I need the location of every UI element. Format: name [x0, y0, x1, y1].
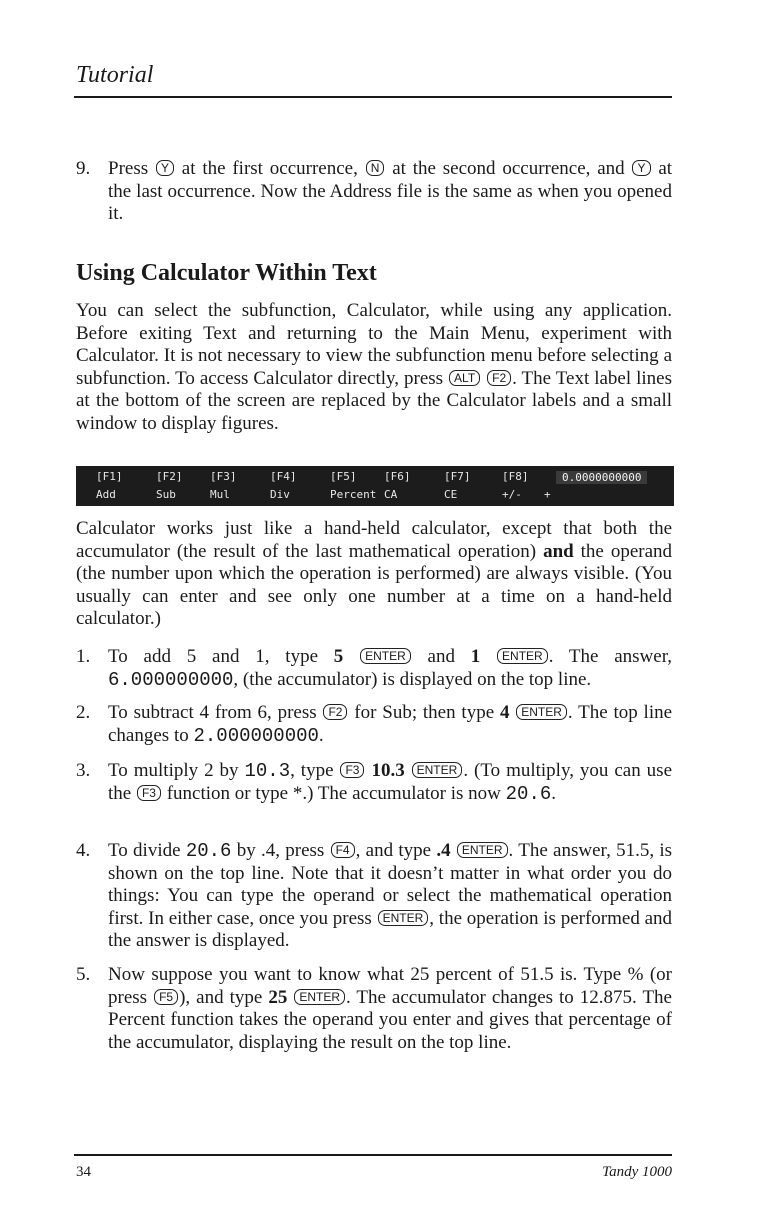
step-body	[108, 840, 672, 953]
key-enter-icon: ENTER	[457, 842, 508, 858]
text-span: , the operation is performed and the answer is displayed.	[108, 907, 673, 951]
function-label: Add	[96, 488, 116, 501]
footer-product: Tandy 1000	[602, 1164, 672, 1180]
list-item-step-5	[76, 964, 672, 1054]
function-label: Sub	[156, 488, 176, 501]
text-span: , (the accumulator) is displayed on the top line.	[233, 668, 592, 690]
fkey-label: [F1]	[96, 470, 123, 483]
section-heading: Using Calculator Within Text	[76, 260, 377, 286]
text-span: and	[427, 646, 455, 667]
text-span: . The accumulator changes to 12.875. The Percent function takes the operand you enter and gives that percentage of the accumulator, displaying the result on the top line.	[108, 986, 672, 1053]
list-item-step-4	[76, 840, 672, 953]
list-item-step-3	[76, 760, 672, 805]
typed-value: 25	[268, 986, 288, 1008]
section-paragraph-1	[76, 300, 672, 435]
page-number: 34	[76, 1164, 91, 1180]
function-label: Div	[270, 488, 290, 501]
list-item-step-1	[76, 646, 672, 691]
text-span: .	[551, 782, 557, 804]
key-f3-icon: F3	[340, 762, 364, 778]
display-value: 20.6	[185, 840, 232, 862]
function-label: Mul	[210, 488, 230, 501]
text-span: Press	[108, 158, 149, 179]
key-y-icon: Y	[156, 160, 174, 176]
text-span: . The Text label lines at the bottom of the screen are replaced by the Calculator labels and a small window to display figures.	[76, 367, 673, 434]
step-number: 4.	[76, 840, 91, 861]
list-item-step-2	[76, 702, 672, 747]
fkey-label: [F7]	[444, 470, 471, 483]
footer-rule	[74, 1154, 672, 1156]
key-enter-icon: ENTER	[516, 704, 567, 720]
key-enter-icon: ENTER	[378, 910, 429, 926]
text-span: Now suppose you want to know what 25 percent of 51.5 is. Type % (or press	[108, 964, 672, 1008]
fkey-label: [F6]	[384, 470, 411, 483]
text-span: To add 5 and 1, type	[108, 646, 319, 667]
key-enter-icon: ENTER	[412, 762, 463, 778]
text-span: , and type	[355, 840, 432, 861]
text-span: .	[318, 724, 324, 746]
key-y-icon: Y	[632, 160, 650, 176]
step-body	[108, 702, 672, 747]
text-span: the operand (the number upon which the operation is performed) are always visible. (You usually can enter and see only one number at a time on a hand-held calculator.)	[76, 540, 673, 629]
typed-value: 1	[470, 646, 481, 667]
fkey-label: [F8]	[502, 470, 529, 483]
text-span: . The answer,	[548, 646, 673, 667]
function-label: +/-	[502, 488, 522, 501]
step-body	[108, 158, 672, 226]
text-span: by .4, press	[236, 840, 325, 861]
calculator-label-bar	[76, 466, 674, 506]
text-span: To divide	[108, 840, 181, 861]
step-body	[108, 646, 672, 691]
text-span: To multiply 2 by	[108, 760, 239, 781]
text-span: . The answer, 51.5, is shown on the top line. Note that it doesn’t matter in what order you do things: You can type the operand or select the mathematical operation first. In either case, once you press	[108, 840, 673, 929]
text-span: To subtract 4 from 6, press	[108, 702, 317, 723]
typed-value: 10.3	[371, 760, 405, 781]
function-label: Percent	[330, 488, 377, 501]
key-enter-icon: ENTER	[360, 648, 411, 664]
section-paragraph-2	[76, 518, 672, 631]
key-enter-icon: ENTER	[497, 648, 548, 664]
display-value: 20.6	[505, 782, 552, 805]
text-span: for Sub; then type	[354, 702, 495, 723]
fkey-label: [F5]	[330, 470, 357, 483]
function-label: +	[544, 488, 551, 501]
function-label: CA	[384, 488, 398, 501]
text-span: . (To multiply, you can use the	[108, 760, 673, 804]
fkey-label: [F4]	[270, 470, 297, 483]
key-f3-icon: F3	[137, 785, 161, 801]
step-number: 5.	[76, 964, 91, 985]
text-span: at the last occurrence. Now the Address file is the same as when you opened it.	[108, 158, 673, 224]
key-f5-icon: F5	[154, 989, 178, 1005]
page-header-title: Tutorial	[76, 62, 154, 88]
text-span: at the second occurrence, and	[392, 158, 625, 179]
typed-value: 5	[333, 646, 344, 667]
display-value: 10.3	[244, 760, 291, 782]
key-f2-icon: F2	[487, 370, 511, 386]
step-body	[108, 964, 672, 1054]
text-span: at the first occurrence,	[181, 158, 358, 179]
key-enter-icon: ENTER	[294, 989, 345, 1005]
calculator-display: 0.0000000000	[556, 471, 647, 484]
fkey-label: [F2]	[156, 470, 183, 483]
key-n-icon: N	[366, 160, 385, 176]
emphasis-text: and	[543, 540, 574, 562]
step-number: 3.	[76, 760, 91, 781]
typed-value: .4	[436, 840, 451, 861]
step-number: 1.	[76, 646, 91, 667]
text-span: function or type *.) The accumulator is now	[166, 782, 501, 804]
text-span: . The top line changes to	[108, 702, 673, 746]
fkey-label: [F3]	[210, 470, 237, 483]
function-label: CE	[444, 488, 458, 501]
text-span: You can select the subfunction, Calculator, while using any application. Before exiting Text and returning to the Main Menu, experiment with Calculator. It is not necessary to view the subfunction menu before selecting a subfunction. To access Calculator directly, press	[76, 300, 672, 389]
key-f4-icon: F4	[331, 842, 355, 858]
typed-value: 4	[499, 702, 510, 723]
step-body	[108, 760, 672, 805]
text-span: ), and type	[179, 986, 263, 1008]
step-number: 2.	[76, 702, 91, 723]
display-value: 2.000000000	[193, 724, 319, 747]
text-span: , type	[290, 760, 334, 781]
step-number: 9.	[76, 158, 91, 179]
text-span: Calculator works just like a hand-held calculator, except that both the accumulator (the result of the last mathematical operation)	[76, 518, 672, 562]
key-alt-icon: ALT	[449, 370, 480, 386]
key-f2-icon: F2	[323, 704, 347, 720]
list-item-step-9	[76, 158, 672, 226]
header-rule	[74, 96, 672, 98]
display-value: 6.000000000	[108, 668, 234, 691]
